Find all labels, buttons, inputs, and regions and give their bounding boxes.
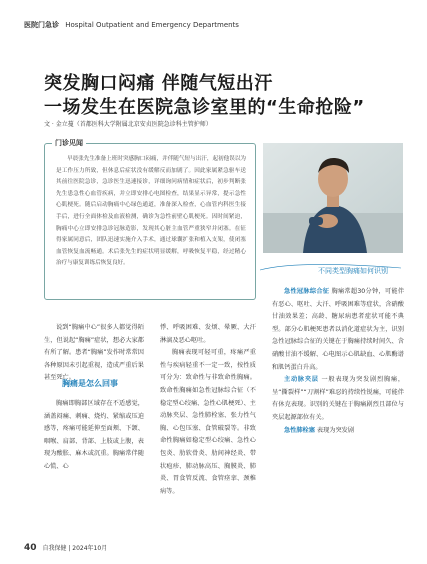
left-column-intro	[44, 322, 144, 385]
middle-paragraph-1: 悸、呼吸困难、发烦、晕厥、大汗淋漓及恶心呕吐。	[160, 324, 256, 344]
aortic-dissection-paragraph: 一般表现为突发剧烈胸痛，呈“撕裂样”“刀割样”难忍的持续性锐痛，可能伴有休克表现。识别的关键在于胸痛剧烈且部位与夹层起源部位有关。	[272, 376, 405, 421]
acs-paragraph: 胸痛常超30分钟，可能伴有恶心、呕吐、大汗、呼吸困难等症状，含硝酸甘油效果差；高龄、糖尿病患者症状可能不典型。部分心肌梗死患者以消化道症状为主，识别急性冠脉综合征的关键在于胸痛持续时间久、含硝酸甘油不缓解、心电图示心肌缺血、心肌酶谱和肌钙蛋白升高。	[272, 288, 405, 371]
section-label-cn: 医院门急诊	[24, 21, 59, 29]
highlight-aortic-dissection: 主动脉夹层	[284, 376, 319, 384]
case-box-label: 门诊见闻	[52, 138, 86, 148]
middle-column	[160, 322, 256, 498]
article-title-line2: 一场发生在医院急诊室里的“生命抢险”	[44, 97, 365, 118]
page-footer	[24, 543, 107, 553]
right-column	[272, 286, 404, 437]
page-number: 40	[24, 543, 37, 553]
section-label	[24, 20, 239, 30]
section-heading-types: 不同类型胸痛如何识别	[318, 267, 388, 275]
journal-issue: 自我保健 | 2024年10月	[42, 545, 108, 552]
pulmonary-embolism-paragraph: 表现为突发剧	[316, 426, 355, 434]
left-column-body	[44, 398, 144, 474]
intro-paragraph: 说到“胸痛中心”很多人都觉得陌生，但说起“胸痛”症状，想必大家都有所了解。患者“胸痛”发作时常常因各种原因未引起重视，造成严重后果甚至死亡。	[44, 324, 144, 382]
patient-photo	[263, 143, 403, 253]
section-label-en: Hospital Outpatient and Emergency Departments	[65, 21, 239, 29]
highlight-pulmonary-embolism: 急性肺栓塞	[284, 426, 315, 434]
author-byline: 文 · 金立蔓（首都医科大学附属北京安贞医院急诊科主管护师）	[44, 121, 212, 128]
middle-paragraph-2: 胸痛表现可轻可重，疼痛严重性与疾病轻重不一定一致，按性质可分为：致命性与非致命性胸痛。致命性胸痛如急性冠脉综合征（不稳定型心绞痛、急性心肌梗死）、主动脉夹层、急性肺栓塞、张力性气胸、心包压塞、食管破裂等。非致命性胸痛如稳定型心绞痛、急性心包炎、肋软骨炎、肋间神经炎、带状疱疹、肺动脉高压、胸膜炎、肺炎、胃食管反流、食管痉挛、颈椎病等。	[160, 349, 256, 495]
highlight-acs: 急性冠脉综合征	[284, 288, 330, 295]
definition-paragraph: 胸痛即胸部区域存在不适感觉，涵盖闷痛、刺痛、烧灼、紧缩或压迫感等，疼痛可能延伸至面颊、下颌、咽喉、肩部、背部、上肢或上腹，表现为酸胀、麻木或沉重。胸痛常伴随心慌、心	[44, 400, 144, 470]
article-title-line1: 突发胸口闷痛 伴随气短出汗	[44, 73, 273, 94]
section-heading-what-is-chest-pain: 胸痛是怎么回事	[62, 379, 118, 388]
case-box-text: 早晨张先生准备上班时突感胸口闷痛，并伴随气短与出汗，起初他误以为是工作压力所致，但休息后症状没有缓解反而加剧了。因此家属紧急驱车送其前往医院急诊，急诊医生迅速接诊，详细询问病情和症状后，初步判断张先生患急性心血管疾病，并立即安排心电图检查，结果显示异常，提示急性心肌梗死。随后启动胸痛中心绿色通道，准备深入检查，心血管内科医生接手后，进行全面体检及血液检测，确诊为急性前壁心肌梗死。因时间紧迫，胸痛中心立即安排急诊冠脉造影，发现其心脏主血管严重狭窄并闭塞。在征得家属同意后，团队迅速实施介入手术，通过球囊扩张和植入支架，使闭塞血管恢复血流畅通。术后张先生的症状明显缓解，呼吸恢复平稳，经过精心治疗与康复训练后恢复良好。	[56, 156, 247, 267]
